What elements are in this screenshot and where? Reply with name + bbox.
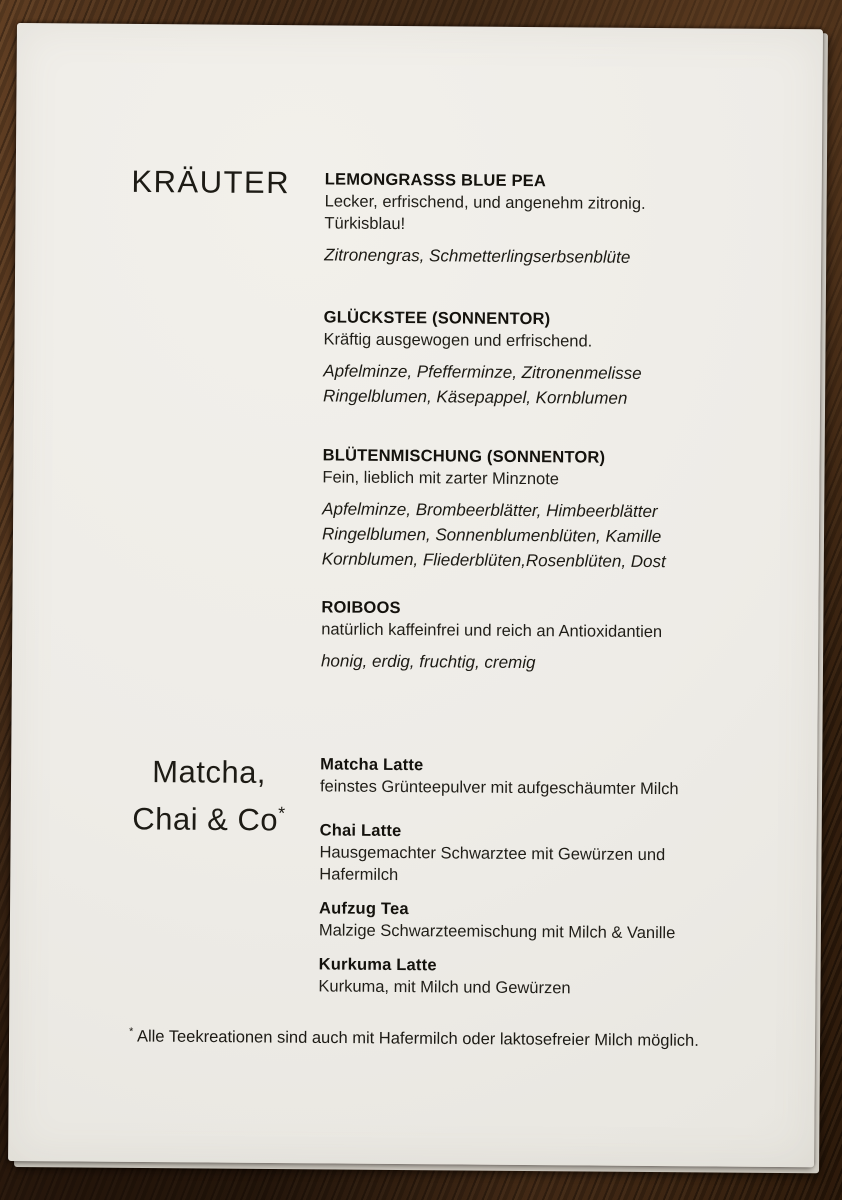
menu-item-ingredients: Apfelminze, Pfefferminze, Zitronenmelisse Ringelblumen, Käsepappel, Kornblumen xyxy=(323,361,642,408)
matcha-chai-heading-line1: Matcha, xyxy=(152,754,267,790)
menu-item-title: Chai Latte xyxy=(319,821,402,841)
menu-item-title: GLÜCKSTEE (SONNENTOR) xyxy=(323,308,551,329)
footnote-asterisk: * xyxy=(129,1025,134,1038)
menu-item-description: natürlich kaffeinfrei und reich an Antioxidantien xyxy=(321,620,663,642)
menu-item-roiboos xyxy=(321,597,752,676)
menu-item-description: Malzige Schwarzteemischung mit Milch & Vanille xyxy=(318,921,676,943)
menu-item-description: Lecker, erfrischend, und angenehm zitronig. Türkisblau! xyxy=(324,192,646,234)
matcha-chai-section-heading xyxy=(119,752,300,841)
menu-item-title: Aufzug Tea xyxy=(318,899,409,919)
menu-item-title: ROIBOOS xyxy=(321,598,401,618)
kraeuter-section-heading: KRÄUTER xyxy=(131,163,291,201)
menu-item-title: BLÜTENMISCHUNG (SONNENTOR) xyxy=(322,446,606,467)
menu-item-description: Fein, lieblich mit zarter Minznote xyxy=(322,468,560,489)
menu-item-title: Kurkuma Latte xyxy=(318,955,437,975)
menu-item-ingredients: honig, erdig, fruchtig, cremig xyxy=(320,651,536,673)
menu-item-chai-latte xyxy=(319,820,749,888)
menu-item-title: LEMONGRASSS BLUE PEA xyxy=(324,170,547,191)
menu-item-ingredients: Apfelminze, Brombeerblätter, Himbeerblätter Ringelblumen, Sonnenblumenblüten, Kamille Kornblumen, Fliederblüten,Rosenblüten, Dost xyxy=(321,499,666,572)
menu-item-aufzug-tea xyxy=(319,898,749,944)
matcha-chai-heading-line2: Chai & Co xyxy=(132,801,279,838)
matcha-chai-heading-asterisk: * xyxy=(278,803,286,824)
menu-item-gluckstee xyxy=(323,307,754,411)
footnote-text: Alle Teekreationen sind auch mit Hafermilch oder laktosefreier Milch möglich. xyxy=(133,1027,699,1050)
menu-item-ingredients: Zitronengras, Schmetterlingserbsenblüte xyxy=(324,245,631,267)
menu-item-description: Kurkuma, mit Milch und Gewürzen xyxy=(318,977,571,998)
menu-item-matcha-latte xyxy=(320,754,750,800)
menu-item-kurkuma-latte xyxy=(318,954,748,1000)
menu-paper xyxy=(8,23,823,1167)
menu-item-description: feinstes Grünteepulver mit aufgeschäumter Milch xyxy=(319,777,679,799)
menu-item-lemongrass-blue-pea xyxy=(324,169,755,270)
menu-item-blutenmischung xyxy=(322,445,753,574)
menu-item-description: Kräftig ausgewogen und erfrischend. xyxy=(323,330,593,351)
menu-item-title: Matcha Latte xyxy=(320,755,424,775)
menu-item-description: Hausgemachter Schwarztee mit Gewürzen und Hafermilch xyxy=(319,843,666,885)
footnote xyxy=(129,1026,699,1051)
